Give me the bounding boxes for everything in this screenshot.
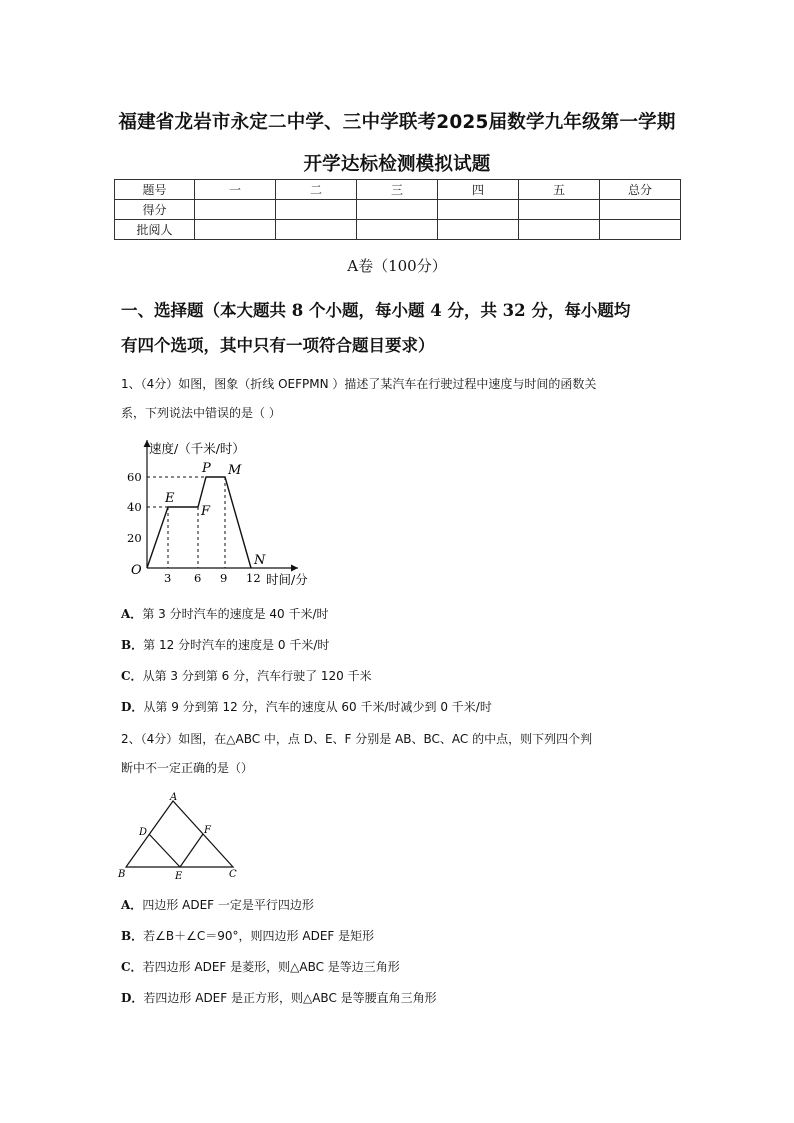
- y-tick-40: 40: [127, 500, 142, 514]
- score-header-cell: 总分: [600, 180, 681, 200]
- question-1-stem: [121, 370, 686, 428]
- score-header-cell: 题号: [115, 180, 195, 200]
- question-2-stem: [121, 725, 686, 783]
- point-label-p: P: [202, 461, 211, 476]
- score-cell[interactable]: [195, 200, 276, 220]
- question-1-option-c[interactable]: [121, 667, 372, 684]
- section-a-heading: A卷（100分）: [347, 257, 447, 275]
- option-text: 若∠B＋∠C＝90°，则四边形 ADEF 是矩形: [143, 929, 375, 943]
- score-header-cell: 五: [519, 180, 600, 200]
- x-tick-3: 3: [164, 571, 172, 585]
- question-2-option-c[interactable]: [121, 958, 400, 975]
- option-text: 第 12 分时汽车的速度是 0 千米/时: [143, 638, 330, 652]
- vertex-label-a: A: [170, 792, 178, 803]
- score-header-cell: 二: [276, 180, 357, 200]
- vertex-label-f: F: [204, 825, 211, 836]
- score-header-cell: 四: [438, 180, 519, 200]
- vertex-label-e: E: [175, 871, 183, 882]
- reviewer-row: [115, 220, 681, 240]
- option-letter: A．: [121, 898, 143, 912]
- reviewer-cell[interactable]: [600, 220, 681, 240]
- document-title-line-1: 福建省龙岩市永定二中学、三中学联考2025届数学九年级第一学期: [118, 112, 676, 133]
- document-title-line-2: 开学达标检测模拟试题: [303, 154, 491, 175]
- point-label-e: E: [165, 491, 175, 506]
- score-row: [115, 200, 681, 220]
- option-text: 若四边形 ADEF 是正方形，则△ABC 是等腰直角三角形: [143, 991, 437, 1005]
- option-text: 四边形 ADEF 一定是平行四边形: [142, 898, 314, 912]
- point-label-n: N: [254, 553, 266, 568]
- question-2-option-d[interactable]: [121, 989, 437, 1006]
- score-header-cell: 三: [357, 180, 438, 200]
- vertex-label-c: C: [229, 869, 237, 880]
- segment-de: [149, 834, 180, 867]
- question-1-option-a[interactable]: [121, 605, 329, 622]
- option-letter: B．: [121, 638, 144, 652]
- question-2-option-a[interactable]: [121, 896, 314, 913]
- x-tick-12: 12: [246, 571, 261, 585]
- part-one-heading-line-2: 有四个选项，其中只有一项符合题目要求）: [121, 336, 435, 355]
- question-1-option-d[interactable]: [121, 698, 492, 715]
- x-tick-9: 9: [220, 571, 228, 585]
- reviewer-cell[interactable]: [519, 220, 600, 240]
- option-text: 从第 3 分到第 6 分，汽车行驶了 120 千米: [142, 669, 372, 683]
- vertex-label-d: D: [139, 827, 148, 838]
- question-2-option-b[interactable]: [121, 927, 374, 944]
- score-table: [114, 179, 681, 240]
- reviewer-cell[interactable]: [438, 220, 519, 240]
- point-label-f: F: [201, 504, 211, 519]
- score-cell[interactable]: [276, 200, 357, 220]
- y-axis-label: 速度/（千米/时）: [149, 441, 245, 456]
- option-text: 从第 9 分到第 12 分，汽车的速度从 60 千米/时减少到 0 千米/时: [143, 700, 492, 714]
- reviewer-row-label: 批阅人: [115, 220, 195, 240]
- option-letter: D．: [121, 700, 144, 714]
- score-cell[interactable]: [600, 200, 681, 220]
- question-1-option-b[interactable]: [121, 636, 329, 653]
- score-table-header-row: [115, 180, 681, 200]
- option-letter: C．: [121, 669, 143, 683]
- option-letter: C．: [121, 960, 143, 974]
- vertex-label-b: B: [118, 869, 126, 880]
- option-letter: A．: [121, 607, 143, 621]
- point-label-m: M: [228, 463, 242, 478]
- question-1-speed-time-graph: [120, 435, 330, 590]
- reviewer-cell[interactable]: [195, 220, 276, 240]
- score-row-label: 得分: [115, 200, 195, 220]
- reviewer-cell[interactable]: [276, 220, 357, 240]
- question-2-triangle-figure: [118, 792, 248, 884]
- x-tick-6: 6: [194, 571, 202, 585]
- segment-ef: [180, 834, 203, 867]
- reviewer-cell[interactable]: [357, 220, 438, 240]
- part-one-heading-line-1: 一、选择题（本大题共 8 个小题，每小题 4 分，共 32 分，每小题均: [121, 301, 631, 320]
- option-text: 第 3 分时汽车的速度是 40 千米/时: [142, 607, 329, 621]
- y-tick-20: 20: [127, 531, 142, 545]
- part-one-heading: [121, 293, 681, 363]
- origin-label: O: [131, 563, 142, 578]
- question-2-stem-line-1: 2、（4分）如图，在△ABC 中，点 D、E、F 分别是 AB、BC、AC 的中点，则下列四个判: [121, 732, 593, 746]
- option-text: 若四边形 ADEF 是菱形，则△ABC 是等边三角形: [142, 960, 400, 974]
- speed-polyline: [147, 477, 251, 568]
- score-header-cell: 一: [195, 180, 276, 200]
- x-axis-label: 时间/分: [266, 572, 308, 587]
- y-tick-60: 60: [127, 470, 142, 484]
- question-1-stem-line-1: 1、（4分）如图，图象（折线 OEFPMN ）描述了某汽车在行驶过程中速度与时间的函数关: [121, 377, 597, 391]
- option-letter: B．: [121, 929, 144, 943]
- question-2-stem-line-2: 断中不一定正确的是（）: [121, 761, 254, 775]
- score-cell[interactable]: [438, 200, 519, 220]
- score-cell[interactable]: [357, 200, 438, 220]
- question-1-stem-line-2: 系，下列说法中错误的是（ ）: [121, 406, 281, 420]
- score-cell[interactable]: [519, 200, 600, 220]
- option-letter: D．: [121, 991, 144, 1005]
